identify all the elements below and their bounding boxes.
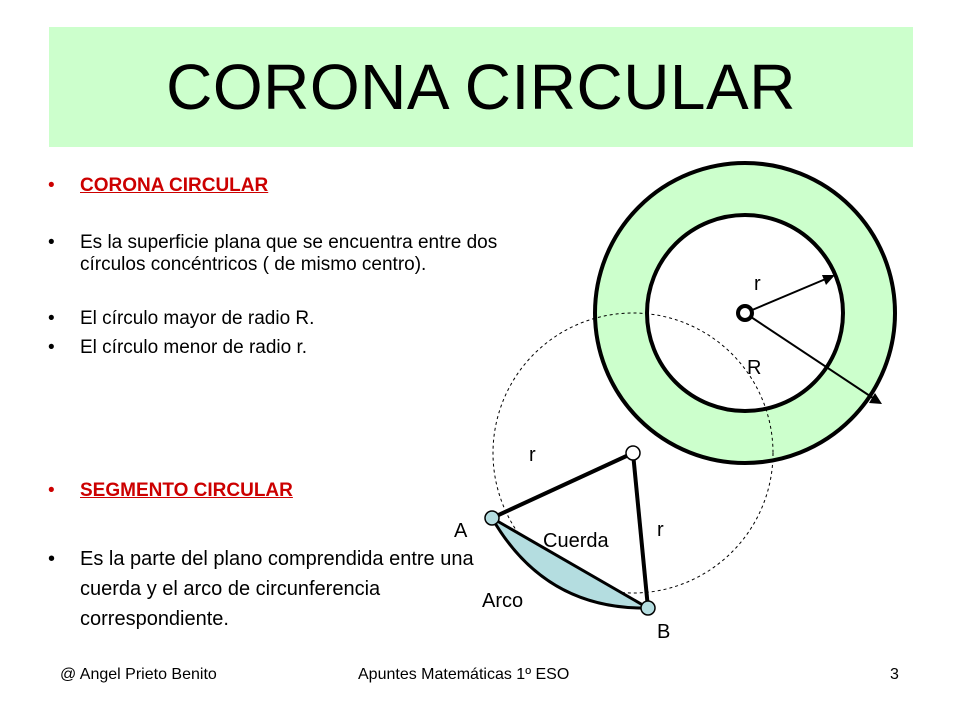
corona-description: Es la superficie plana que se encuentra entre dos círculos concéntricos ( de mismo centro). — [80, 232, 498, 275]
bullet-dot: • — [48, 548, 56, 570]
bullet-dot: • — [48, 175, 55, 196]
slide-title: CORONA CIRCULAR — [166, 51, 796, 123]
corona-heading-link[interactable]: CORONA CIRCULAR — [80, 175, 269, 196]
point-a — [485, 511, 499, 525]
label-r-left: r — [529, 444, 536, 466]
annulus-center-point — [738, 306, 752, 320]
bullet-dot: • — [48, 232, 55, 253]
label-a: A — [454, 520, 468, 542]
label-r-annulus: r — [754, 273, 761, 295]
bullet-dot: • — [48, 337, 55, 358]
footer-author: @ Angel Prieto Benito — [60, 666, 217, 683]
label-r-right: r — [657, 519, 664, 541]
bullet-dot: • — [48, 480, 55, 501]
segment-heading-link[interactable]: SEGMENTO CIRCULAR — [80, 480, 293, 501]
label-cuerda: Cuerda — [543, 530, 609, 552]
radius-to-b — [633, 453, 648, 608]
point-b — [641, 601, 655, 615]
radius-to-a — [492, 453, 633, 518]
corona-minor-text: El círculo menor de radio r. — [80, 337, 308, 358]
corona-major-text: El círculo mayor de radio R. — [80, 308, 315, 329]
label-R-annulus: R — [747, 357, 762, 379]
bullet-dot: • — [48, 308, 55, 329]
segment-center-point — [626, 446, 640, 460]
label-arco: Arco — [482, 590, 524, 612]
footer-course: Apuntes Matemáticas 1º ESO — [358, 666, 570, 683]
footer-page-number: 3 — [890, 666, 899, 683]
segment-description: Es la parte del plano comprendida entre una cuerda y el arco de circunferencia correspondiente. — [80, 548, 474, 630]
label-b: B — [657, 621, 671, 643]
